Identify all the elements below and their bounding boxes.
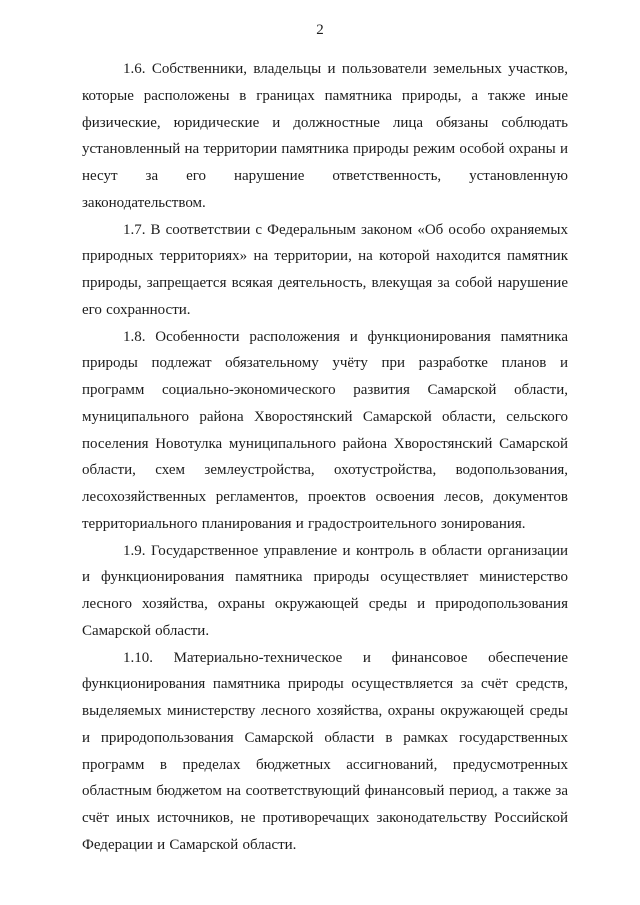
paragraph-1-7: 1.7. В соответствии с Федеральным законом «Об особо охраняемых природных территориях» на территории, на которой находится памятник природы, запрещается всякая деятельность, влекущая за собой нарушение его сохранности. [82,221,568,318]
paragraph-1-8: 1.8. Особенности расположения и функционирования памятника природы подлежат обязательному учёту при разработке планов и программ социально-экономического развития Самарской области, муниципального района Хворостянский Самарской области, сельского поселения Новотулка муниципального района Хворостянский Самарской области, схем землеустройства, охотустройства, водопользования, лесохозяйственных регламентов, проектов освоения лесов, документов территориального планирования и градостроительного зонирования. [82,328,568,532]
document-body [82,56,568,859]
paragraph-1-6: 1.6. Собственники, владельцы и пользователи земельных участков, которые расположены в границах памятника природы, а также иные физические, юридические и должностные лица обязаны соблюдать установленный на территории памятника природы режим особой охраны и несут за его нарушение ответственность, установленную законодательством. [82,61,568,211]
paragraph-1-10: 1.10. Материально-техническое и финансовое обеспечение функционирования памятника природы осуществляется за счёт средств, выделяемых министерству лесного хозяйства, охраны окружающей среды и природопользования Самарской области в рамках государственных программ в пределах бюджетных ассигнований, предусмотренных областным бюджетом на соответствующий финансовый период, а также за счёт иных источников, не противоречащих законодательству Российской Федерации и Самарской области. [82,649,568,853]
page-number: 2 [316,22,324,38]
paragraph-1-9: 1.9. Государственное управление и контроль в области организации и функционирования памятника природы осуществляет министерство лесного хозяйства, охраны окружающей среды и природопользования Самарской области. [82,542,568,639]
